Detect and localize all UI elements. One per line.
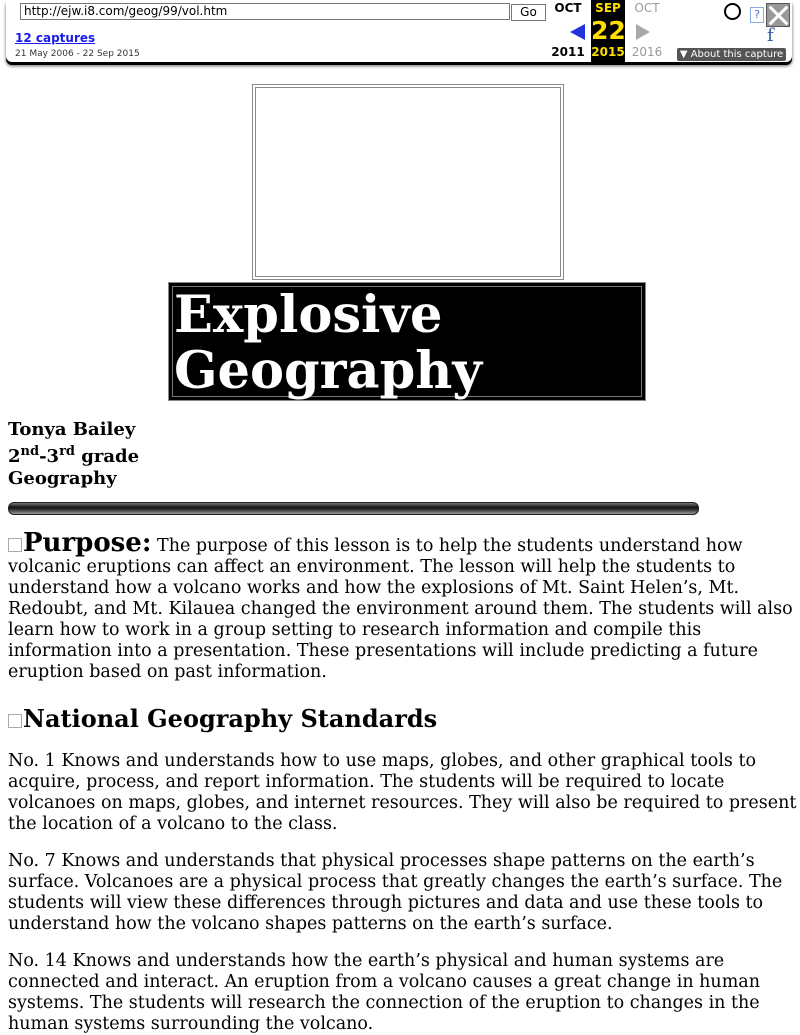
title-line-1: Explosive (174, 285, 443, 345)
wayback-toolbar (6, 0, 792, 62)
grade-sup-1: nd (20, 444, 40, 459)
prev-capture-column[interactable] (551, 0, 585, 62)
author-block (8, 419, 139, 490)
grade-sup-2: rd (59, 444, 76, 459)
purpose-paragraph (8, 528, 800, 683)
about-capture-button[interactable]: ▼ About this capture (677, 48, 786, 61)
url-input[interactable]: http://ejw.i8.com/geog/99/vol.htm (20, 3, 510, 20)
standard-14: No. 14 Knows and understands how the earth’s physical and human systems are connected and interact. An eruption from a volcano causes a great change in human systems. The students will research the connection of the eruption to changes in the human systems surrounding the volcano. (8, 951, 760, 1034)
title-line-2: Geography (174, 341, 482, 401)
close-icon[interactable] (766, 3, 790, 27)
capture-date-range: 21 May 2006 - 22 Sep 2015 (15, 49, 140, 59)
purpose-label: Purpose: (23, 528, 152, 558)
title-banner (168, 282, 646, 401)
purpose-text: The purpose of this lesson is to help the students understand how volcanic eruptions can affect an environment. The lesson will help the students to understand how a volcano works and how the explosions of Mt. Saint Helen’s, Mt. Redoubt, and Mt. Kilauea changed the environment around them. The students will also learn how to work in a group setting to research information and compile this information into a presentation. These presentations will include predicting a future eruption based on past information. (8, 536, 793, 682)
subject: Geography (8, 468, 117, 489)
help-icon[interactable]: ? (750, 7, 764, 23)
standards-heading-text: National Geography Standards (23, 704, 438, 733)
facebook-icon[interactable]: f (767, 25, 774, 46)
standard-7: No. 7 Knows and understands that physical processes shape patterns on the earth’s surface. Volcanoes are a physical process that greatly changes the earth’s surface. The students will view these differences through pictures and data and use these tools to understand how the volcano shapes patterns on the earth’s surface. (8, 851, 783, 934)
prev-year[interactable]: 2011 (551, 45, 585, 59)
standard-1: No. 1 Knows and understands how to use maps, globes, and other graphical tools to acquire, process, and report information. The students will be required to locate volcanoes on maps, globes, and internet resources. They will also be required to present the location of a volcano to the class. (8, 751, 797, 834)
horizontal-rule (8, 502, 699, 515)
loading-circle-icon (724, 3, 741, 20)
page-title (174, 287, 482, 399)
author-name: Tonya Bailey (8, 419, 136, 440)
lesson-content (8, 528, 800, 1035)
grade-dash: -3 (39, 446, 60, 467)
broken-image-icon (8, 538, 22, 552)
next-month: OCT (634, 1, 660, 15)
current-year: 2015 (591, 45, 625, 59)
image-placeholder-inner (255, 87, 561, 277)
next-capture-column (630, 0, 664, 62)
grade-level (8, 441, 139, 468)
grade-num: 2 (8, 446, 21, 467)
grade-word: grade (75, 446, 140, 467)
current-day: 22 (591, 16, 626, 45)
prev-arrow-icon[interactable] (570, 24, 585, 40)
current-month: SEP (595, 1, 621, 15)
image-placeholder (252, 84, 564, 280)
broken-image-icon (8, 714, 22, 728)
next-arrow-icon (636, 24, 650, 40)
captures-link[interactable]: 12 captures (15, 31, 96, 45)
current-capture-column (591, 0, 625, 62)
next-year: 2016 (631, 45, 663, 59)
standards-heading (8, 705, 800, 733)
prev-month[interactable]: OCT (554, 1, 582, 15)
go-button[interactable]: Go (511, 4, 546, 21)
